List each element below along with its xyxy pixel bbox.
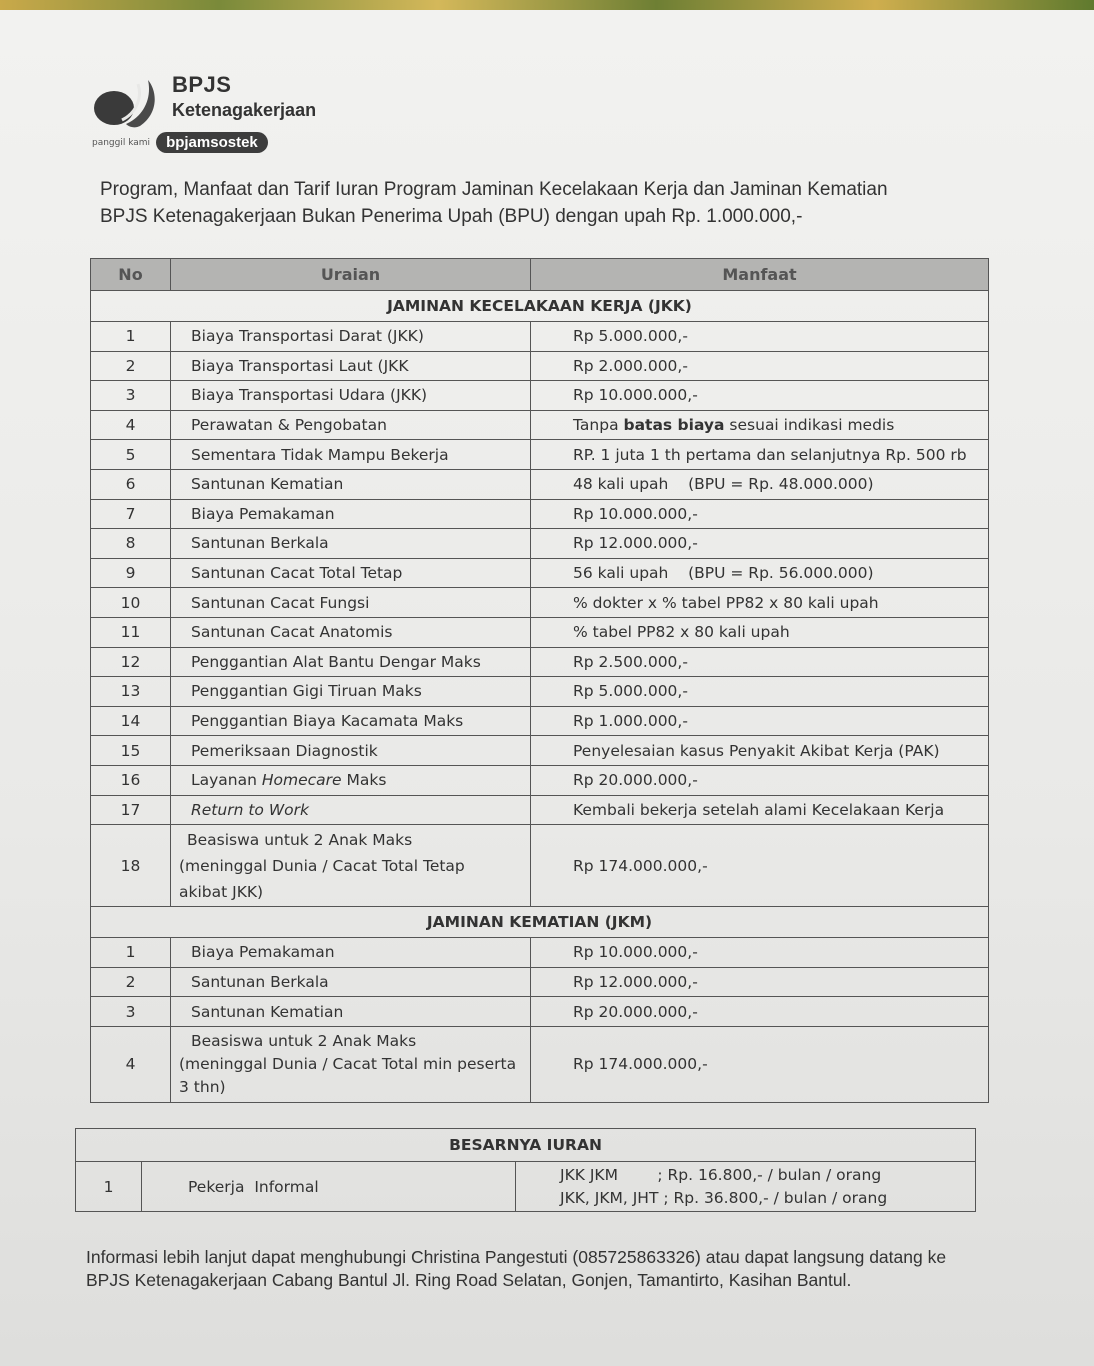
row-uraian: Biaya Transportasi Darat (JKK) [171,322,531,352]
row-manfaat: Rp 10.000.000,- [531,381,989,411]
table-row [91,529,989,559]
row-no: 5 [91,440,171,470]
table-row [91,938,989,968]
row-no: 1 [91,322,171,352]
row-uraian: Sementara Tidak Mampu Bekerja [171,440,531,470]
heading-line-1: Program, Manfaat dan Tarif Iuran Program Jaminan Kecelakaan Kerja dan Jaminan Kematian [100,179,888,200]
row-uraian: Santunan Berkala [171,967,531,997]
table-row [91,825,989,907]
row-no: 1 [91,938,171,968]
row-manfaat: Kembali bekerja setelah alami Kecelakaan Kerja [531,795,989,825]
footer-line-1: Informasi lebih lanjut dapat menghubungi Christina Pangestuti (085725863326) atau dapat langsung datang ke [86,1247,947,1267]
heading-line-2: BPJS Ketenagakerjaan Bukan Penerima Upah (BPU) dengan upah Rp. 1.000.000,- [100,206,803,227]
iuran-line: JKK JKM ; Rp. 16.800,- / bulan / orang [560,1165,882,1184]
table-row [91,469,989,499]
table-row [91,558,989,588]
uraian-line: akibat JKK) [179,882,264,901]
row-no: 3 [91,381,171,411]
table-row [91,351,989,381]
row-no: 8 [91,529,171,559]
row-manfaat: % dokter x % tabel PP82 x 80 kali upah [531,588,989,618]
row-manfaat: Rp 10.000.000,- [531,499,989,529]
uraian-part: Layanan [191,771,262,790]
row-manfaat: Rp 2.000.000,- [531,351,989,381]
row-uraian: Biaya Pemakaman [171,499,531,529]
row-no: 3 [91,997,171,1027]
table-row [91,322,989,352]
table-row [91,440,989,470]
row-no: 4 [91,410,171,440]
row-manfaat: Rp 20.000.000,- [531,997,989,1027]
table-row [91,381,989,411]
row-no: 13 [91,677,171,707]
iuran-line: JKK, JKM, JHT ; Rp. 36.800,- / bulan / orang [560,1188,888,1207]
table-row [91,1026,989,1102]
row-no: 11 [91,617,171,647]
header-uraian: Uraian [171,259,531,291]
row-no: 4 [91,1026,171,1102]
row-uraian [171,825,531,907]
table-header-row [91,259,989,291]
iuran-manfaat [516,1162,976,1212]
table-row [91,588,989,618]
row-no: 18 [91,825,171,907]
row-no: 12 [91,647,171,677]
row-manfaat: 48 kali upah (BPU = Rp. 48.000.000) [531,469,989,499]
logo-tag-pill: bpjamsostek [156,132,268,153]
uraian-line: Beasiswa untuk 2 Anak Maks [191,1031,417,1050]
uraian-part: Maks [341,771,387,790]
header-no: No [91,259,171,291]
row-uraian: Santunan Kematian [171,997,531,1027]
row-no: 14 [91,706,171,736]
iuran-title: BESARNYA IURAN [76,1129,976,1162]
logo-tagline [92,132,268,153]
row-no: 17 [91,795,171,825]
logo-subtitle: Ketenagakerjaan [172,100,317,120]
table-row [91,410,989,440]
table-row [91,647,989,677]
iuran-no: 1 [76,1162,142,1212]
row-uraian: Penggantian Biaya Kacamata Maks [171,706,531,736]
row-uraian: Santunan Cacat Anatomis [171,617,531,647]
row-manfaat: Rp 2.500.000,- [531,647,989,677]
table-row [91,677,989,707]
row-no: 10 [91,588,171,618]
table-row [91,765,989,795]
manfaat-part: Tanpa [573,416,624,435]
row-manfaat: Rp 20.000.000,- [531,765,989,795]
row-uraian: Santunan Berkala [171,529,531,559]
uraian-line: (meninggal Dunia / Cacat Total Tetap [179,856,465,875]
uraian-line: (meninggal Dunia / Cacat Total min peserta [179,1054,517,1073]
row-no: 9 [91,558,171,588]
uraian-line: Beasiswa untuk 2 Anak Maks [187,830,413,849]
row-uraian: Biaya Transportasi Udara (JKK) [171,381,531,411]
iuran-table [75,1128,976,1212]
table-row [91,706,989,736]
benefits-table [90,258,989,1103]
document-heading [100,176,1040,230]
section-jkk-title: JAMINAN KECELAKAAN KERJA (JKK) [91,291,989,322]
row-no: 6 [91,469,171,499]
row-uraian: Pemeriksaan Diagnostik [171,736,531,766]
table-row [91,499,989,529]
row-uraian: Santunan Kematian [171,469,531,499]
bpjs-logo [92,72,352,162]
row-uraian: Perawatan & Pengobatan [171,410,531,440]
footer-note [86,1246,1076,1292]
row-manfaat: % tabel PP82 x 80 kali upah [531,617,989,647]
row-uraian: Santunan Cacat Total Tetap [171,558,531,588]
row-no: 7 [91,499,171,529]
logo-tag-prefix: panggil kami [92,137,151,148]
manfaat-bold-part: batas biaya [623,416,725,435]
uraian-italic-part: Homecare [261,771,342,790]
row-uraian: Santunan Cacat Fungsi [171,588,531,618]
row-manfaat: Rp 1.000.000,- [531,706,989,736]
row-manfaat: Rp 12.000.000,- [531,967,989,997]
row-uraian [171,1026,531,1102]
row-manfaat: Rp 10.000.000,- [531,938,989,968]
row-no: 16 [91,765,171,795]
row-uraian [171,765,531,795]
row-manfaat: RP. 1 juta 1 th pertama dan selanjutnya Rp. 500 rb [531,440,989,470]
row-uraian: Penggantian Alat Bantu Dengar Maks [171,647,531,677]
table-row [91,795,989,825]
row-uraian: Biaya Pemakaman [171,938,531,968]
iuran-row [76,1162,976,1212]
bpjs-logo-icon [92,76,162,130]
iuran-title-row [76,1129,976,1162]
uraian-italic-part: Return to Work [191,800,309,819]
uraian-line: 3 thn) [179,1077,226,1096]
row-manfaat: Rp 12.000.000,- [531,529,989,559]
header-manfaat: Manfaat [531,259,989,291]
manfaat-part: sesuai indikasi medis [724,416,895,435]
row-no: 2 [91,351,171,381]
section-jkk-row [91,291,989,322]
iuran-uraian: Pekerja Informal [142,1162,516,1212]
row-no: 2 [91,967,171,997]
logo-name: BPJS [172,72,232,97]
row-uraian [171,795,531,825]
row-manfaat: 56 kali upah (BPU = Rp. 56.000.000) [531,558,989,588]
document-page [0,10,1094,1366]
section-jkm-title: JAMINAN KEMATIAN (JKM) [91,907,989,938]
table-row [91,617,989,647]
row-no: 15 [91,736,171,766]
row-manfaat [531,410,989,440]
table-row [91,997,989,1027]
row-manfaat: Rp 174.000.000,- [531,1026,989,1102]
row-manfaat: Rp 174.000.000,- [531,825,989,907]
section-jkm-row [91,907,989,938]
row-manfaat: Rp 5.000.000,- [531,677,989,707]
row-manfaat: Rp 5.000.000,- [531,322,989,352]
row-manfaat: Penyelesaian kasus Penyakit Akibat Kerja (PAK) [531,736,989,766]
footer-line-2: BPJS Ketenagakerjaan Cabang Bantul Jl. Ring Road Selatan, Gonjen, Tamantirto, Kasihan Bantul. [86,1270,852,1290]
table-row [91,736,989,766]
row-uraian: Biaya Transportasi Laut (JKK [171,351,531,381]
row-uraian: Penggantian Gigi Tiruan Maks [171,677,531,707]
table-row [91,967,989,997]
